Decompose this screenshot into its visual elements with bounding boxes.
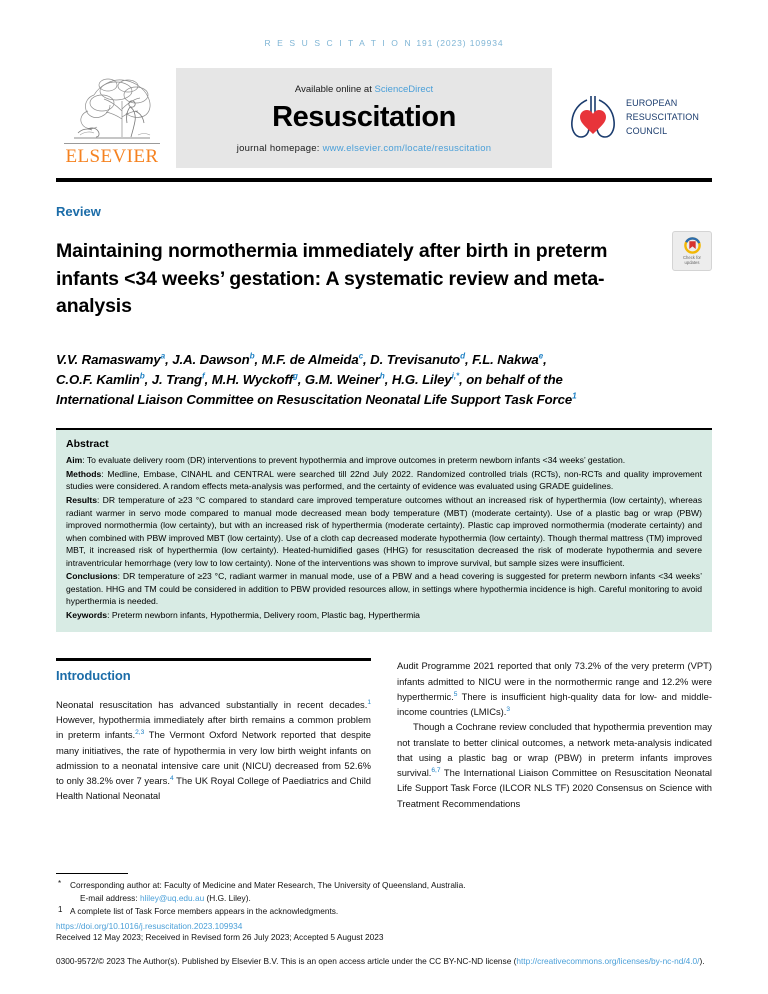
journal-homepage-prefix: journal homepage: [236, 142, 323, 154]
abstract-keywords [66, 609, 702, 622]
journal-masthead [56, 68, 712, 168]
email-suffix: (H.G. Liley). [204, 892, 251, 903]
running-head-journal: R E S U S C I T A T I O N [264, 38, 413, 48]
erc-wordmark [626, 97, 699, 139]
introduction-paragraph-left: Neonatal resuscitation has advanced substantially in recent decades.$^1$ However, hypothermia immediately after birth remains a common problem in preterm infants.$^{2,3}$ The Vermont Oxford Network reported that despite many initiatives, the rate of hypothermia in very low birth weight infants on admission to a neonatal intensive care unit (NICU) decreased from 52.6% to only 38.2% over 7 years.$^4$ The UK Royal College of Paediatrics and Child Health National Neonatal [56, 698, 371, 802]
abstract-keywords-text: : Preterm newborn infants, Hypothermia, Delivery room, Plastic bag, Hyperthermia [107, 609, 420, 620]
abstract-section [56, 428, 712, 632]
crossmark-line-1: Check for [683, 254, 701, 260]
license-prefix: 0300-9572/© 2023 The Author(s). Published by Elsevier B.V. This is an open access article under the CC BY-NC-ND license ( [56, 956, 517, 967]
erc-line-council: COUNCIL [626, 125, 668, 136]
author-line-3: International Liaison Committee on Resuscitation Neonatal Life Support Task Force$^1$ [56, 391, 577, 408]
sciencedirect-link[interactable]: ScienceDirect [374, 84, 434, 96]
received-dates: Received 12 May 2023; Received in Revised form 26 July 2023; Accepted 5 August 2023 [56, 932, 384, 943]
taskforce-note [56, 905, 712, 918]
body-columns [56, 658, 712, 810]
corresponding-author-text: Corresponding author at: Faculty of Medicine and Mater Research, The University of Queensland, Australia. [70, 879, 466, 890]
author-line-2: C.O.F. Kamlin$^b$, J. Trang$^f$, M.H. Wyckoff$^g$, G.M. Weiner$^h$, H.G. Liley$^{i,*}$, on behalf of the [56, 371, 563, 388]
footnote-divider [56, 873, 128, 874]
page-footer [56, 873, 712, 968]
elsevier-tree-icon [64, 71, 160, 143]
body-column-right [397, 658, 712, 810]
introduction-paragraph-right-1: Audit Programme 2021 reported that only 73.2% of the very preterm (VPT) infants admitted to NICU were in the normothermic range and 12.2% were hyperthermic.$^5$ There is insufficient high-quality data for low- and middle-income countries (LMICs).$^3$ [397, 660, 712, 718]
crossmark-label [683, 255, 701, 266]
body-column-left [56, 658, 371, 810]
doi-link[interactable]: https://doi.org/10.1016/j.resuscitation.2023.109934 [56, 921, 243, 932]
running-head [56, 0, 712, 48]
email-link[interactable]: hliley@uq.edu.au [139, 892, 205, 903]
erc-line-resuscitation: RESUSCITATION [626, 112, 699, 123]
elsevier-logo [56, 68, 168, 168]
journal-title: Resuscitation [272, 101, 456, 134]
abstract-heading: Abstract [66, 438, 109, 451]
author-line-1: V.V. Ramaswamy$^a$, J.A. Dawson$^b$, M.F. de Almeida$^c$, D. Trevisanuto$^d$, F.L. Nakwa$^e$, [56, 351, 547, 368]
abstract-methods [66, 468, 702, 493]
license-statement [56, 955, 712, 968]
abstract-results-label: Results [66, 495, 98, 506]
article-type-label: Review [56, 204, 101, 219]
doi-line [56, 921, 712, 931]
page-title: Maintaining normothermia immediately after birth in preterm infants <34 weeks’ gestation: A systematic review and meta-analysis [56, 240, 608, 318]
abstract-conclusions-label: Conclusions [66, 571, 118, 582]
license-link[interactable]: http://creativecommons.org/licenses/by-nc-nd/4.0/ [516, 956, 700, 967]
email-prefix: E-mail address: [80, 892, 140, 903]
taskforce-marker: 1 [58, 905, 63, 915]
abstract-results-text: : DR temperature of ≥23 °C compared to standard care improved temperature outcomes without an increased risk of hyperthermia (low certainty), whereas radiant warmer in servo mode compared to manual mode decreased mean body temperature (MBT) (moderate certainty). Use of a plastic bag or wrap (PBW) improved normothermia (low certainty), but with an increased risk of hyperthermia (moderate certainty). Plastic cap improved normothermia (moderate certainty) and when combined with PBW improved MBT (low certainty). Use of a cloth cap decreased moderate hypothermia (low certainty). Though thermal mattress (TM) improved MBT, it increased risk of hyperthermia (low certainty). Heated-humidified gases (HHG) for resuscitation decreased the risk of moderate hypothermia and severe intraventricular hemorrhage (very low to low certainty). None of the interventions was shown to improve survival, but sample sizes were insufficient. [66, 495, 702, 568]
abstract-conclusions-text: : DR temperature of ≥23 °C, radiant warmer in manual mode, use of a PBW and a head covering is suggested for preterm newborn infants <34 weeks’ gestation. HHG and TM could be considered in addition to PBW provided resources allow, in settings where hypothermia incidence is high. Careful monitoring to avoid hyperthermia is needed. [66, 571, 702, 607]
running-head-citation: 191 (2023) 109934 [416, 38, 504, 48]
crossmark-icon [684, 237, 701, 254]
european-resuscitation-council-logo [562, 68, 712, 168]
abstract-aim-label: Aim [66, 455, 83, 466]
journal-band [176, 68, 552, 168]
title-row [56, 225, 712, 334]
corresponding-author-marker: * [58, 878, 62, 888]
abstract-methods-label: Methods [66, 468, 102, 479]
taskforce-text: A complete list of Task Force members appears in the acknowledgments. [70, 906, 339, 917]
masthead-divider [56, 178, 712, 182]
corresponding-author-note [56, 879, 712, 892]
erc-line-european: EUROPEAN [626, 98, 678, 109]
introduction-heading: Introduction [56, 667, 131, 683]
lungs-heart-icon [566, 92, 620, 144]
abstract-conclusions [66, 570, 702, 608]
elsevier-wordmark: ELSEVIER [65, 146, 159, 167]
abstract-keywords-label: Keywords [66, 609, 108, 620]
introduction-paragraph-right-2: Though a Cochrane review concluded that hypothermia prevention may not translate to better clinical outcomes, a network meta-analysis indicated that using a plastic bag or wrap (PBW) in preterm infants improves survival.$^{6,7}$ The International Liaison Committee on Resuscitation Neonatal Life Support Task Force (ILCOR NLS TF) 2020 Consensus on Science with Treatment Recommendations [397, 721, 712, 809]
abstract-aim-text: : To evaluate delivery room (DR) interventions to prevent hypothermia and improve outcomes in preterm newborn infants <34 weeks’ gestation. [82, 455, 626, 466]
available-online-line [295, 84, 433, 95]
journal-homepage-link[interactable]: www.elsevier.com/locate/resuscitation [322, 142, 492, 154]
abstract-results [66, 494, 702, 569]
abstract-methods-text: : Medline, Embase, CINAHL and CENTRAL were searched till 22nd July 2022. Randomized controlled trials (RCTs), non-RCTs and quality improvement studies were considered. A random effects meta-analysis was performed, and the certainty of evidence was evaluated using GRADE guidelines. [66, 468, 702, 492]
introduction-divider [56, 658, 371, 661]
available-online-prefix: Available online at [294, 84, 375, 96]
abstract-aim [66, 454, 702, 467]
journal-homepage-line [237, 143, 492, 154]
crossmark-badge[interactable] [672, 231, 712, 271]
license-suffix: ). [699, 956, 705, 967]
elsevier-logo-divider [64, 143, 160, 144]
email-note [56, 892, 712, 905]
crossmark-line-2: updates [684, 260, 700, 265]
author-list [56, 350, 712, 410]
